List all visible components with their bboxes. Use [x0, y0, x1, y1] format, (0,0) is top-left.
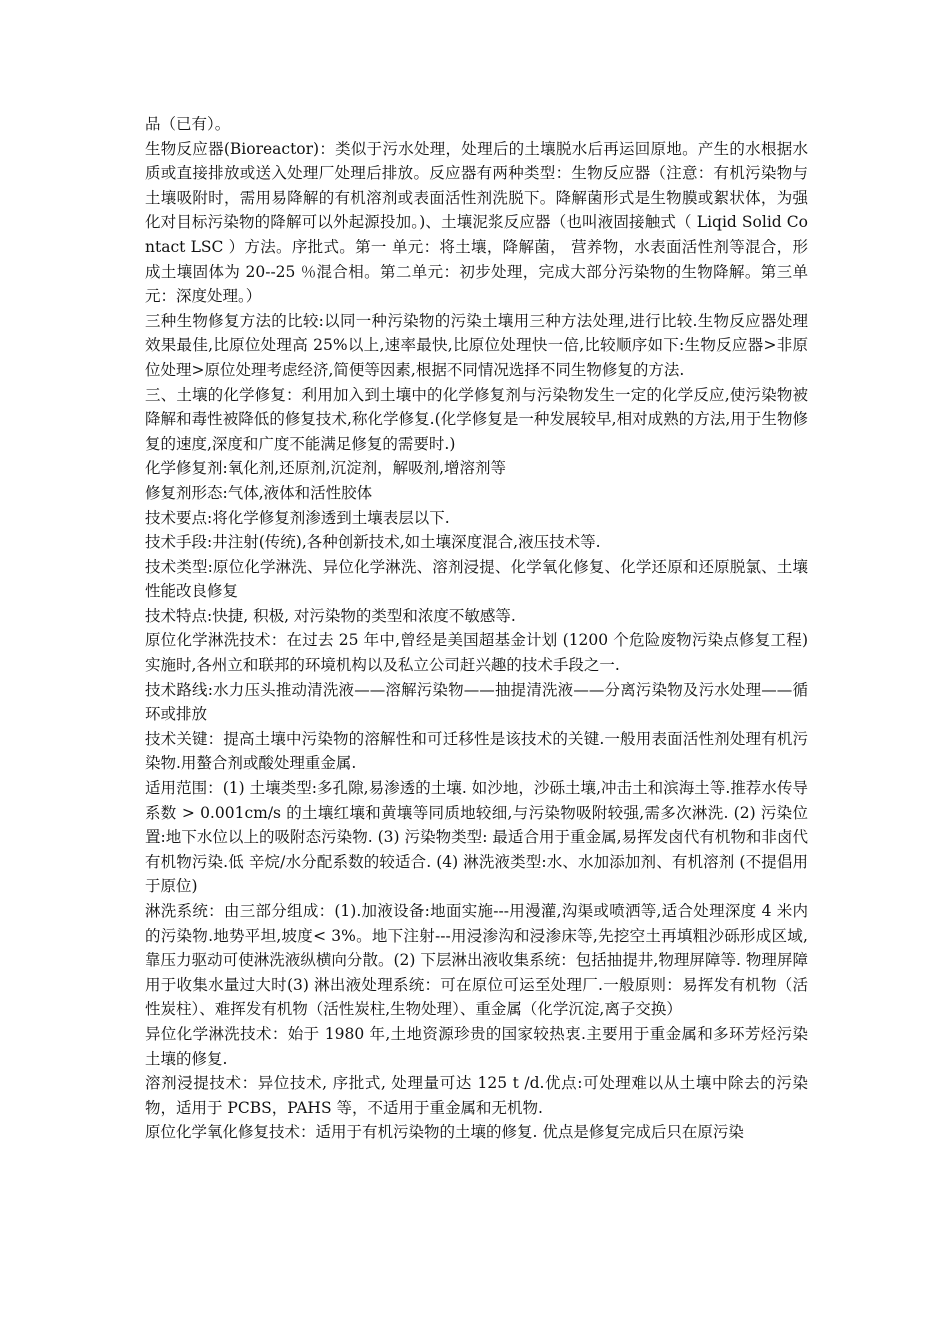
- paragraph: 异位化学淋洗技术：始于 1980 年,土地资源珍贵的国家较热衷.主要用于重金属和多环芳烃污染土壤的修复.: [145, 1024, 808, 1068]
- paragraph: 三、土壤的化学修复：利用加入到土壤中的化学修复剂与污染物发生一定的化学反应,使污染物被降解和毒性被降低的修复技术,称化学修复.(化学修复是一种发展较早,相对成熟的方法,用于生物修复的速度,深度和广度不能满足修复的需要时.): [145, 385, 808, 453]
- paragraph: 三种生物修复方法的比较:以同一种污染物的污染土壤用三种方法处理,进行比较.生物反应器处理效果最佳,比原位处理高 25%以上,速率最快,比原位处理快一倍,比较顺序如下:生物反应器>非原位处理>原位处理考虑经济,简便等因素,根据不同情况选择不同生物修复的方法.: [145, 311, 808, 379]
- paragraph: 技术手段:井注射(传统),各种创新技术,如土壤深度混合,液压技术等.: [145, 533, 601, 552]
- paragraph: 生物反应器(Bioreactor)：类似于污水处理，处理后的土壤脱水后再运回原地。产生的水根据水质或直接排放或送入处理厂处理后排放。反应器有两种类型：生物反应器（注意：有机污染物与土壤吸附时，需用易降解的有机溶剂或表面活性剂洗脱下。降解菌形式是生物膜或絮状体，为强化对目标污染物的降解可以外起源投加。)、土壤泥浆反应器（也叫液固接触式（ Liqid Solid Contact LSC ）方法。序批式。第一 单元：将土壤，降解菌， 营养物，水表面活性剂等混合，形成土壤固体为 20--25 ％混合相。第二单元：初步处理，完成大部分污染物的生物降解。第三单元：深度处理。）: [145, 139, 808, 306]
- paragraph: 技术关键：提高土壤中污染物的溶解性和可迁移性是该技术的关键.一般用表面活性剂处理有机污染物.用螯合剂或酸处理重金属.: [145, 729, 808, 773]
- paragraph: 原位化学淋洗技术：在过去 25 年中,曾经是美国超基金计划 (1200 个危险废物污染点修复工程)实施时,各州立和联邦的环境机构以及私立公司赶兴趣的技术手段之一.: [145, 631, 808, 675]
- paragraph: 溶剂浸提技术：异位技术, 序批式, 处理量可达 125 t /d.优点:可处理难以从土壤中除去的污染物，适用于 PCBS，PAHS 等，不适用于重金属和无机物.: [145, 1074, 808, 1117]
- paragraph: 技术类型:原位化学淋洗、异位化学淋洗、溶剂浸提、化学氧化修复、化学还原和还原脱氯、土壤性能改良修复: [145, 557, 808, 601]
- paragraph: 化学修复剂:氧化剂,还原剂,沉淀剂，解吸剂,增溶剂等: [145, 459, 507, 478]
- paragraph: 原位化学氧化修复技术：适用于有机污染物的土壤的修复. 优点是修复完成后只在原污染: [145, 1123, 744, 1142]
- paragraph: 技术路线:水力压头推动清洗液——溶解污染物——抽提清洗液——分离污染物及污水处理——循环或排放: [145, 680, 808, 724]
- paragraph: 技术特点:快捷, 积极, 对污染物的类型和浓度不敏感等.: [145, 606, 516, 625]
- paragraph: 淋洗系统：由三部分组成：(1).加液设备:地面实施---用漫灌,沟渠或喷洒等,适合处理深度 4 米内的污染物.地势平坦,坡度< 3%。地下注射---用浸渗沟和浸渗床等,先挖空土再填粗沙砾形成区域,靠压力驱动可使淋洗液纵横向分散。(2) 下层淋出液收集系统：包括抽提井,物理屏障等. 物理屏障用于收集水量过大时(3) 淋出液处理系统：可在原位可运至处理厂.一般原则：易挥发有机物（活性炭柱）、难挥发有机物（活性炭柱,生物处理）、重金属（化学沉淀,离子交换）: [145, 902, 808, 1019]
- document-body: [145, 112, 808, 1145]
- paragraph: 品（已有）。: [145, 115, 231, 133]
- paragraph: 技术要点:将化学修复剂渗透到土壤表层以下.: [145, 508, 450, 527]
- paragraph: 适用范围：(1) 土壤类型:多孔隙,易渗透的土壤. 如沙地，沙砾土壤,冲击土和滨海土等.推荐水传导系数 > 0.001cm/s 的土壤红壤和黄壤等同质地较细,与污染物吸附较强,需多次淋洗. (2) 污染位置:地下水位以上的吸附态污染物. (3) 污染物类型: 最适合用于重金属,易挥发卤代有机物和非卤代有机物污染.低 辛烷/水分配系数的较适合. (4) 淋洗液类型:水、水加添加剂、有机溶剂 (不提倡用于原位): [145, 779, 808, 896]
- paragraph: 修复剂形态:气体,液体和活性胶体: [145, 483, 373, 502]
